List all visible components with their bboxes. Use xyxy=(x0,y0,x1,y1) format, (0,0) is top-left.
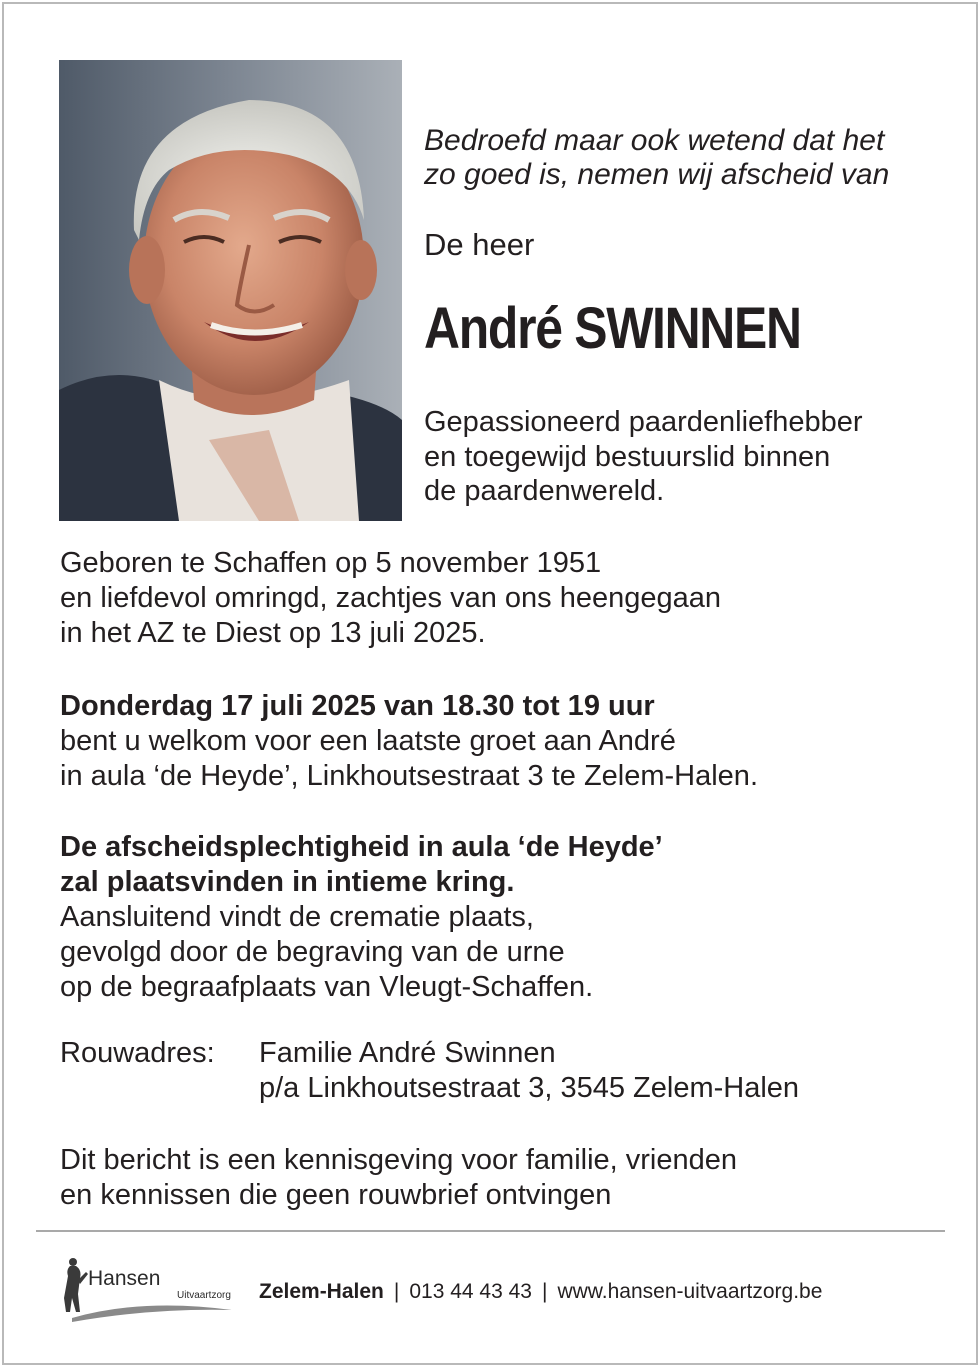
footer-phone[interactable]: 013 44 43 43 xyxy=(409,1280,532,1303)
portrait-photo xyxy=(59,60,402,521)
ceremony-info xyxy=(60,830,940,1005)
deceased-name: André SWINNEN xyxy=(424,296,801,361)
address-label: Rouwadres: xyxy=(60,1037,215,1069)
description xyxy=(424,405,944,509)
notice-line: en kennissen die geen rouwbrief ontvingen xyxy=(60,1179,612,1211)
visitation-line: in aula ‘de Heyde’, Linkhoutsestraat 3 te Zelem-Halen. xyxy=(60,760,758,792)
visitation-info xyxy=(60,689,940,794)
footer-divider xyxy=(36,1230,945,1232)
footer-separator: | xyxy=(393,1280,400,1303)
address-line: p/a Linkhoutsestraat 3, 3545 Zelem-Halen xyxy=(259,1072,800,1104)
logo-subtitle: Uitvaartzorg xyxy=(177,1290,231,1301)
mourning-address xyxy=(259,1036,799,1106)
footer-contact xyxy=(259,1278,822,1306)
footer-separator: | xyxy=(541,1280,548,1303)
ceremony-line: gevolgd door de begraving van de urne xyxy=(60,936,565,968)
ceremony-line: Aansluitend vindt de crematie plaats, xyxy=(60,901,534,933)
ceremony-heading: De afscheidsplechtigheid in aula ‘de Heyde’ xyxy=(60,831,663,863)
description-line: Gepassioneerd paardenliefhebber xyxy=(424,406,863,438)
visitation-line: bent u welkom voor een laatste groet aan André xyxy=(60,725,676,757)
intro-line: Bedroefd maar ook wetend dat het xyxy=(424,124,885,157)
intro-text xyxy=(424,124,944,192)
notice-text xyxy=(60,1143,940,1213)
footer-website[interactable]: www.hansen-uitvaartzorg.be xyxy=(557,1280,823,1303)
logo-name: Hansen xyxy=(88,1267,161,1290)
birth-line: Geboren te Schaffen op 5 november 1951 xyxy=(60,547,602,579)
salutation: De heer xyxy=(424,227,535,262)
intro-line: zo goed is, nemen wij afscheid van xyxy=(424,158,890,191)
visitation-heading: Donderdag 17 juli 2025 van 18.30 tot 19 uur xyxy=(60,690,655,722)
footer-location: Zelem-Halen xyxy=(259,1280,384,1303)
ceremony-line: op de begraafplaats van Vleugt-Schaffen. xyxy=(60,971,594,1003)
birth-line: in het AZ te Diest op 13 juli 2025. xyxy=(60,617,486,649)
notice-line: Dit bericht is een kennisgeving voor familie, vrienden xyxy=(60,1144,738,1176)
description-line: de paardenwereld. xyxy=(424,475,665,507)
ceremony-heading: zal plaatsvinden in intieme kring. xyxy=(60,866,515,898)
description-line: en toegewijd bestuurslid binnen xyxy=(424,440,831,473)
birth-line: en liefdevol omringd, zachtjes van ons heengegaan xyxy=(60,582,722,614)
address-line: Familie André Swinnen xyxy=(259,1037,556,1069)
birth-death-info xyxy=(60,546,940,651)
